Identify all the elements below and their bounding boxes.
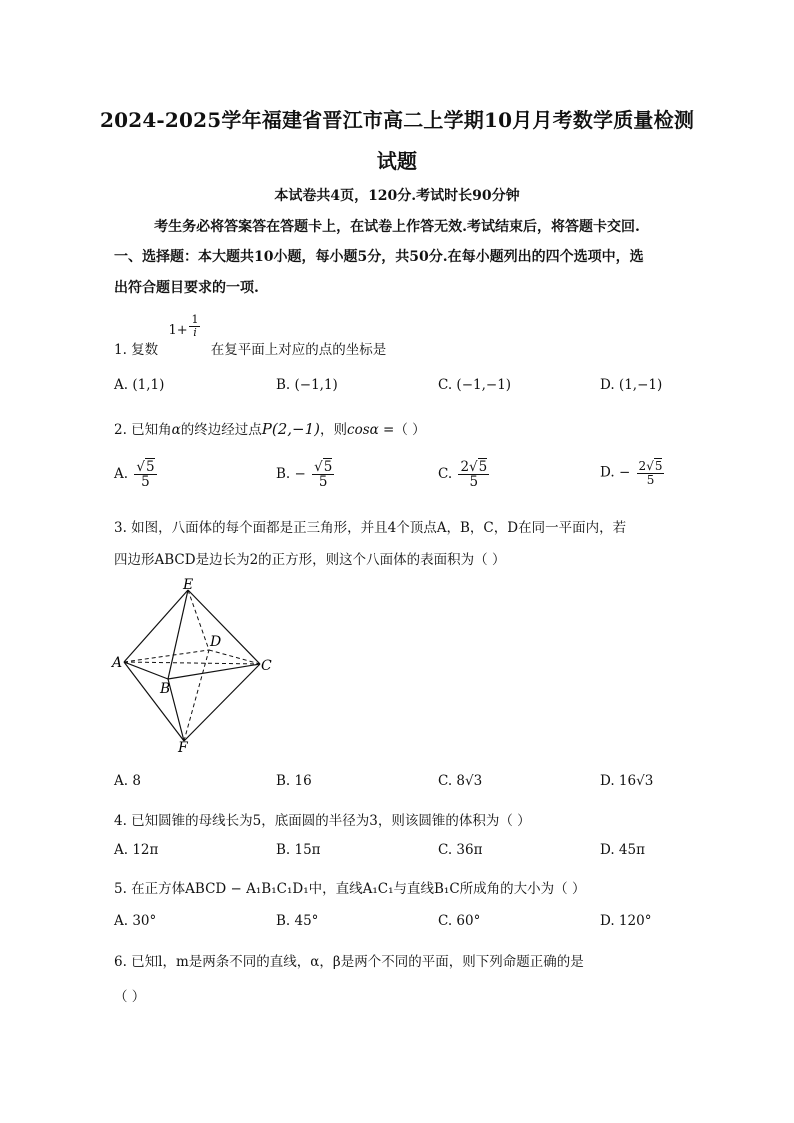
q1-prefix: 1. 复数	[114, 342, 159, 358]
edge-EC	[188, 590, 260, 664]
q2-option-c	[438, 460, 491, 489]
edge-FC	[184, 664, 260, 741]
q2-cos: cosα =	[347, 422, 395, 438]
q2-d-root: 5	[654, 459, 663, 473]
q3-option-b: B. 16	[276, 773, 312, 789]
q2-b-frac: $\frac{√5}{5}$	[314, 459, 333, 491]
q2-c-frac: $\frac{2√5}{5}$	[460, 459, 488, 491]
q2-d-sign: −	[618, 464, 631, 481]
edge-DC	[209, 650, 260, 664]
question-6-line2: （ ）	[114, 989, 146, 1005]
label-E: E	[183, 578, 194, 593]
q1-option-b: B. (−1,1)	[276, 377, 338, 393]
question-4: 4. 已知圆锥的母线长为5，底面圆的半径为3，则该圆锥的体积为（ ）	[114, 813, 531, 829]
q2-a-root: 5	[145, 459, 155, 475]
question-6-line1: 6. 已知l，m是两条不同的直线，α，β是两个不同的平面，则下列命题正确的是	[114, 954, 584, 970]
q4-option-a: A. 12π	[114, 842, 159, 858]
q2-d-den: 5	[646, 472, 655, 487]
question-1	[114, 312, 386, 358]
exam-info: 本试卷共4页，120分.考试时长90分钟	[274, 188, 520, 204]
section-heading-line1: 一、选择题：本大题共10小题，每小题5分，共50分.在每小题列出的四个选项中，选	[114, 249, 644, 265]
exam-notice: 考生务必将答案答在答题卡上，在试卷上作答无效.考试结束后，将答题卡交回.	[154, 219, 640, 235]
page-title-continued: 试题	[376, 149, 418, 173]
q1-expression	[162, 314, 206, 358]
question-3-line1: 3. 如图，八面体的每个面都是正三角形，并且4个顶点A，B，C，D在同一平面内，若	[114, 520, 627, 536]
q1-fraction	[189, 314, 200, 338]
question-5: 5. 在正方体ABCD − A₁B₁C₁D₁中，直线A₁C₁与直线B₁C所成角的大小为（ ）	[114, 881, 586, 897]
q1-option-c: C. (−1,−1)	[438, 377, 512, 393]
q2-c-label: C.	[438, 466, 453, 483]
q2-c-coef: 2	[460, 459, 470, 475]
page-title: 2024-2025学年福建省晋江市高二上学期10月月考数学质量检测	[99, 108, 695, 132]
q2-a-frac: $\frac{√5}{5}$	[136, 459, 155, 491]
q3-option-d: D. 16√3	[600, 773, 654, 789]
q4-option-d: D. 45π	[600, 842, 645, 858]
label-A: A	[112, 655, 123, 671]
edge-FD	[184, 650, 209, 741]
q2-text-a: 2. 已知角	[114, 422, 172, 438]
q3-option-a: A. 8	[114, 773, 141, 789]
q4-option-c: C. 36π	[438, 842, 483, 858]
q2-option-d	[600, 460, 666, 486]
section-heading-line2: 出符合题目要求的一项.	[114, 280, 259, 296]
q2-point: P(2,−1)	[261, 420, 321, 438]
q2-option-a	[114, 460, 159, 489]
q2-b-den: 5	[318, 474, 328, 491]
q1-frac-den: i	[193, 325, 197, 339]
q2-b-sign: −	[294, 466, 306, 483]
q1-suffix: 在复平面上对应的点的坐标是	[210, 342, 387, 358]
q5-option-b: B. 45°	[276, 913, 319, 929]
q5-option-d: D. 120°	[600, 913, 652, 929]
octahedron-figure	[110, 578, 280, 756]
q5-option-c: C. 60°	[438, 913, 481, 929]
q2-option-b	[276, 460, 336, 489]
q1-frac-num: 1	[191, 313, 199, 326]
label-D: D	[210, 634, 222, 650]
q1-option-d: D. (1,−1)	[600, 377, 663, 393]
q2-text-b: 的终边经过点	[180, 422, 262, 438]
q2-d-frac: $\frac{2√5}{5}$	[638, 459, 663, 487]
label-F: F	[178, 740, 188, 756]
edge-EB	[168, 590, 188, 679]
edge-BC	[168, 664, 260, 679]
q3-option-c: C. 8√3	[438, 773, 483, 789]
q2-d-coef: 2	[638, 459, 647, 473]
q1-expr-lead: 1+	[168, 323, 188, 338]
q2-b-label: B.	[276, 466, 291, 483]
question-2	[114, 418, 426, 438]
q2-b-root: 5	[323, 459, 333, 475]
edge-ED	[188, 590, 209, 650]
edge-AC	[124, 662, 260, 664]
q2-c-root: 5	[478, 459, 488, 475]
q2-alpha: α	[171, 422, 181, 438]
edge-AD	[124, 650, 209, 662]
q2-c-den: 5	[469, 474, 479, 491]
q2-a-label: A.	[114, 466, 129, 483]
q2-a-den: 5	[141, 474, 150, 491]
edge-FB	[168, 679, 184, 741]
q4-option-b: B. 15π	[276, 842, 321, 858]
edge-EA	[124, 590, 188, 662]
q2-text-c: ，则	[320, 422, 348, 438]
label-B: B	[160, 681, 171, 697]
q1-option-a: A. (1,1)	[114, 377, 165, 393]
q2-paren: （ ）	[394, 422, 426, 438]
q5-option-a: A. 30°	[114, 913, 157, 929]
label-C: C	[261, 658, 272, 674]
question-3-line2: 四边形ABCD是边长为2的正方形，则这个八面体的表面积为（ ）	[114, 552, 506, 568]
q2-d-label: D.	[600, 464, 615, 481]
